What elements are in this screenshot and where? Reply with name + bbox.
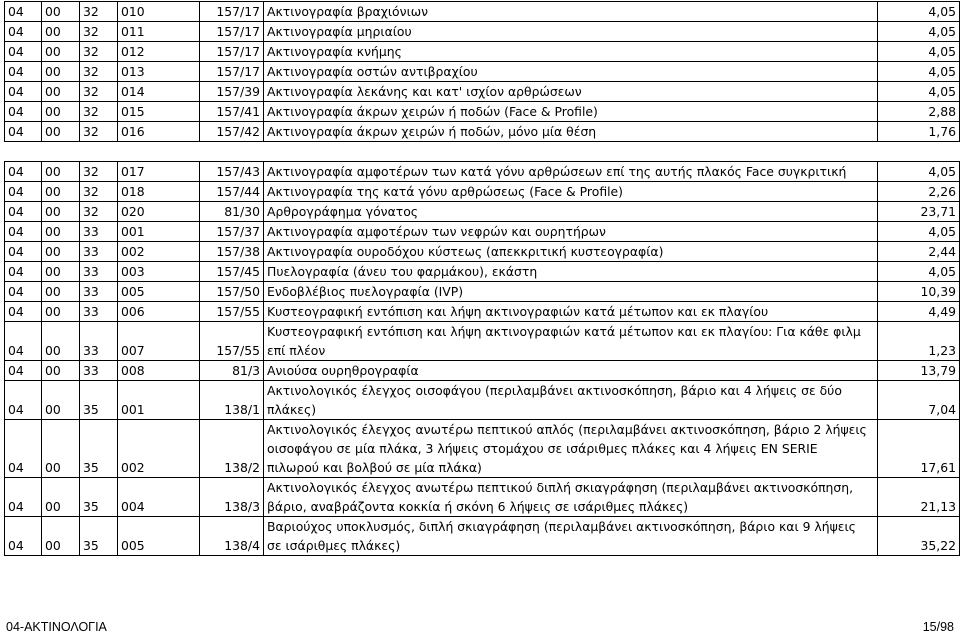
description-cell: Ακτινογραφία οστών αντιβραχίου [264,62,878,82]
footer-section-label: 04-ΑΚΤΙΝΟΛΟΓΙΑ [6,620,107,634]
reference-number-cell: 138/1 [200,381,264,420]
price-value-cell: 21,13 [878,478,960,517]
description-cell: Ακτινογραφία άκρων χειρών ή ποδών (Face & Profile) [264,102,878,122]
code-part-4-cell: 002 [118,420,200,478]
description-cell: Ανιούσα ουρηθρογραφία [264,361,878,381]
code-part-3-cell: 32 [80,202,118,222]
code-part-2-cell [42,142,80,162]
reference-number-cell: 157/17 [200,62,264,82]
code-part-4-cell: 008 [118,361,200,381]
price-value-cell: 4,05 [878,82,960,102]
description-cell: Ακτινογραφία κνήμης [264,42,878,62]
price-value-cell: 23,71 [878,202,960,222]
code-part-1-cell: 04 [5,381,42,420]
code-part-1-cell: 04 [5,122,42,142]
reference-number-cell: 157/38 [200,242,264,262]
code-part-3-cell: 33 [80,322,118,361]
code-part-3-cell: 33 [80,282,118,302]
price-value-cell: 4,49 [878,302,960,322]
code-part-1-cell: 04 [5,42,42,62]
reference-number-cell: 157/45 [200,262,264,282]
price-value-cell [878,142,960,162]
table-row [5,420,960,478]
code-part-2-cell: 00 [42,302,80,322]
code-part-1-cell: 04 [5,478,42,517]
code-part-1-cell: 04 [5,102,42,122]
description-cell: Αρθρογράφημα γόνατος [264,202,878,222]
description-cell: Ακτινογραφία αμφοτέρων των νεφρών και ουρητήρων [264,222,878,242]
code-part-4-cell: 001 [118,381,200,420]
code-part-3-cell: 33 [80,262,118,282]
table-row [5,262,960,282]
description-cell: Ακτινογραφία λεκάνης και κατ' ισχίον αρθρώσεων [264,82,878,102]
description-cell: Κυστεογραφική εντόπιση και λήψη ακτινογραφιών κατά μέτωπον και εκ πλαγίου: Για κάθε φιλμ επί πλέον [264,322,878,361]
code-part-1-cell: 04 [5,182,42,202]
code-part-1-cell: 04 [5,202,42,222]
price-value-cell: 4,05 [878,22,960,42]
code-part-3-cell: 33 [80,361,118,381]
code-part-2-cell: 00 [42,2,80,22]
code-part-2-cell: 00 [42,22,80,42]
code-part-1-cell: 04 [5,242,42,262]
table-row [5,478,960,517]
code-part-3-cell: 35 [80,420,118,478]
table-body [5,2,960,556]
footer-page-number: 15/98 [922,620,954,634]
code-part-2-cell: 00 [42,361,80,381]
table-row [5,182,960,202]
code-part-2-cell: 00 [42,242,80,262]
code-part-4-cell: 003 [118,262,200,282]
table-row [5,102,960,122]
code-part-1-cell: 04 [5,517,42,556]
table-row [5,381,960,420]
code-part-3-cell: 32 [80,22,118,42]
code-part-4-cell: 005 [118,517,200,556]
price-value-cell: 13,79 [878,361,960,381]
table-row [5,2,960,22]
code-part-2-cell: 00 [42,202,80,222]
code-part-2-cell: 00 [42,322,80,361]
description-cell: Βαριούχος υποκλυσμός, διπλή σκιαγράφηση (περιλαμβάνει ακτινοσκόπηση, βάριο και 9 λήψεις σε ισάριθμες πλάκες) [264,517,878,556]
reference-number-cell: 157/17 [200,2,264,22]
reference-number-cell: 157/17 [200,42,264,62]
code-part-2-cell: 00 [42,381,80,420]
reference-number-cell: 157/41 [200,102,264,122]
code-part-3-cell: 32 [80,82,118,102]
code-part-4-cell: 001 [118,222,200,242]
reference-number-cell: 81/30 [200,202,264,222]
code-part-4-cell: 018 [118,182,200,202]
code-part-3-cell: 33 [80,302,118,322]
code-part-1-cell: 04 [5,2,42,22]
code-part-4-cell: 011 [118,22,200,42]
code-part-1-cell: 04 [5,361,42,381]
reference-number-cell: 157/39 [200,82,264,102]
reference-number-cell: 157/37 [200,222,264,242]
table-row [5,122,960,142]
code-part-3-cell: 32 [80,62,118,82]
code-part-2-cell: 00 [42,122,80,142]
table-row [5,162,960,182]
reference-number-cell: 157/55 [200,302,264,322]
code-part-2-cell: 00 [42,102,80,122]
reference-number-cell: 157/50 [200,282,264,302]
code-part-1-cell: 04 [5,62,42,82]
price-value-cell: 7,04 [878,381,960,420]
code-part-1-cell: 04 [5,222,42,242]
code-part-2-cell: 00 [42,282,80,302]
reference-number-cell: 157/43 [200,162,264,182]
table-row [5,282,960,302]
code-part-3-cell: 32 [80,2,118,22]
price-value-cell: 10,39 [878,282,960,302]
code-part-2-cell: 00 [42,262,80,282]
code-part-3-cell: 32 [80,162,118,182]
price-value-cell: 4,05 [878,162,960,182]
code-part-4-cell: 013 [118,62,200,82]
code-part-1-cell: 04 [5,302,42,322]
code-part-4-cell: 012 [118,42,200,62]
description-cell: Κυστεογραφική εντόπιση και λήψη ακτινογραφιών κατά μέτωπον και εκ πλαγίου [264,302,878,322]
reference-number-cell: 138/3 [200,478,264,517]
description-cell: Ακτινογραφία αμφοτέρων των κατά γόνυ αρθρώσεων επί της αυτής πλακός Face συγκριτική [264,162,878,182]
code-part-1-cell: 04 [5,420,42,478]
description-cell: Ακτινολογικός έλεγχος ανωτέρω πεπτικού απλός (περιλαμβάνει ακτινοσκόπηση, βάριο 2 λήψεις οισοφάγου σε μία πλάκα, 3 λήψεις στομάχου σε ισάριθμες πλάκες και 4 λήψεις EN SERIE πιλωρού και βολβού σε μία πλάκα) [264,420,878,478]
code-part-2-cell: 00 [42,62,80,82]
reference-number-cell: 138/2 [200,420,264,478]
code-part-2-cell: 00 [42,517,80,556]
price-value-cell: 2,44 [878,242,960,262]
price-value-cell: 4,05 [878,2,960,22]
code-part-1-cell: 04 [5,322,42,361]
price-table [4,1,960,556]
code-part-3-cell: 33 [80,222,118,242]
price-value-cell: 17,61 [878,420,960,478]
table-row [5,322,960,361]
code-part-4-cell: 015 [118,102,200,122]
table-row [5,361,960,381]
code-part-4-cell: 006 [118,302,200,322]
reference-number-cell: 138/4 [200,517,264,556]
table-row [5,242,960,262]
code-part-4-cell [118,142,200,162]
code-part-2-cell: 00 [42,82,80,102]
description-cell: Πυελογραφία (άνευ του φαρμάκου), εκάστη [264,262,878,282]
code-part-3-cell: 32 [80,42,118,62]
code-part-1-cell: 04 [5,282,42,302]
price-value-cell: 1,23 [878,322,960,361]
code-part-1-cell: 04 [5,262,42,282]
reference-number-cell: 157/42 [200,122,264,142]
code-part-4-cell: 016 [118,122,200,142]
code-part-1-cell: 04 [5,162,42,182]
code-part-4-cell: 014 [118,82,200,102]
table-row [5,42,960,62]
code-part-4-cell: 007 [118,322,200,361]
code-part-2-cell: 00 [42,478,80,517]
reference-number-cell: 157/44 [200,182,264,202]
code-part-4-cell: 017 [118,162,200,182]
table-row [5,22,960,42]
code-part-1-cell: 04 [5,82,42,102]
description-cell: Ακτινογραφία μηριαίου [264,22,878,42]
price-value-cell: 1,76 [878,122,960,142]
code-part-3-cell [80,142,118,162]
table-row [5,82,960,102]
code-part-4-cell: 005 [118,282,200,302]
reference-number-cell: 157/17 [200,22,264,42]
description-cell: Ακτινολογικός έλεγχος ανωτέρω πεπτικού διπλή σκιαγράφηση (περιλαμβάνει ακτινοσκόπηση, βάριο, αναβράζοντα κοκκία ή σκόνη 6 λήψεις σε ισάριθμες πλάκες) [264,478,878,517]
price-value-cell: 4,05 [878,222,960,242]
price-value-cell: 2,88 [878,102,960,122]
code-part-3-cell: 32 [80,122,118,142]
code-part-4-cell: 002 [118,242,200,262]
code-part-1-cell [5,142,42,162]
code-part-1-cell: 04 [5,22,42,42]
code-part-3-cell: 35 [80,517,118,556]
code-part-3-cell: 33 [80,242,118,262]
price-value-cell: 4,05 [878,262,960,282]
description-cell: Ακτινογραφία βραχιόνιων [264,2,878,22]
price-value-cell: 2,26 [878,182,960,202]
price-value-cell: 4,05 [878,62,960,82]
code-part-3-cell: 32 [80,182,118,202]
code-part-3-cell: 32 [80,102,118,122]
code-part-4-cell: 010 [118,2,200,22]
table-row [5,517,960,556]
code-part-2-cell: 00 [42,222,80,242]
code-part-3-cell: 35 [80,478,118,517]
reference-number-cell: 81/3 [200,361,264,381]
code-part-2-cell: 00 [42,162,80,182]
description-cell [264,142,878,162]
description-cell: Ακτινολογικός έλεγχος οισοφάγου (περιλαμβάνει ακτινοσκόπηση, βάριο και 4 λήψεις σε δύο πλάκες) [264,381,878,420]
spacer-row [5,142,960,162]
code-part-4-cell: 020 [118,202,200,222]
reference-number-cell: 157/55 [200,322,264,361]
table-row [5,222,960,242]
code-part-3-cell: 35 [80,381,118,420]
reference-number-cell [200,142,264,162]
table-row [5,202,960,222]
code-part-2-cell: 00 [42,42,80,62]
code-part-4-cell: 004 [118,478,200,517]
code-part-2-cell: 00 [42,182,80,202]
code-part-2-cell: 00 [42,420,80,478]
table-row [5,62,960,82]
price-value-cell: 4,05 [878,42,960,62]
description-cell: Ενδοβλέβιος πυελογραφία (IVP) [264,282,878,302]
description-cell: Ακτινογραφία άκρων χειρών ή ποδών, μόνο μία θέση [264,122,878,142]
description-cell: Ακτινογραφία της κατά γόνυ αρθρώσεως (Face & Profile) [264,182,878,202]
description-cell: Ακτινογραφία ουροδόχου κύστεως (απεκκριτική κυστεογραφία) [264,242,878,262]
table-row [5,302,960,322]
price-value-cell: 35,22 [878,517,960,556]
